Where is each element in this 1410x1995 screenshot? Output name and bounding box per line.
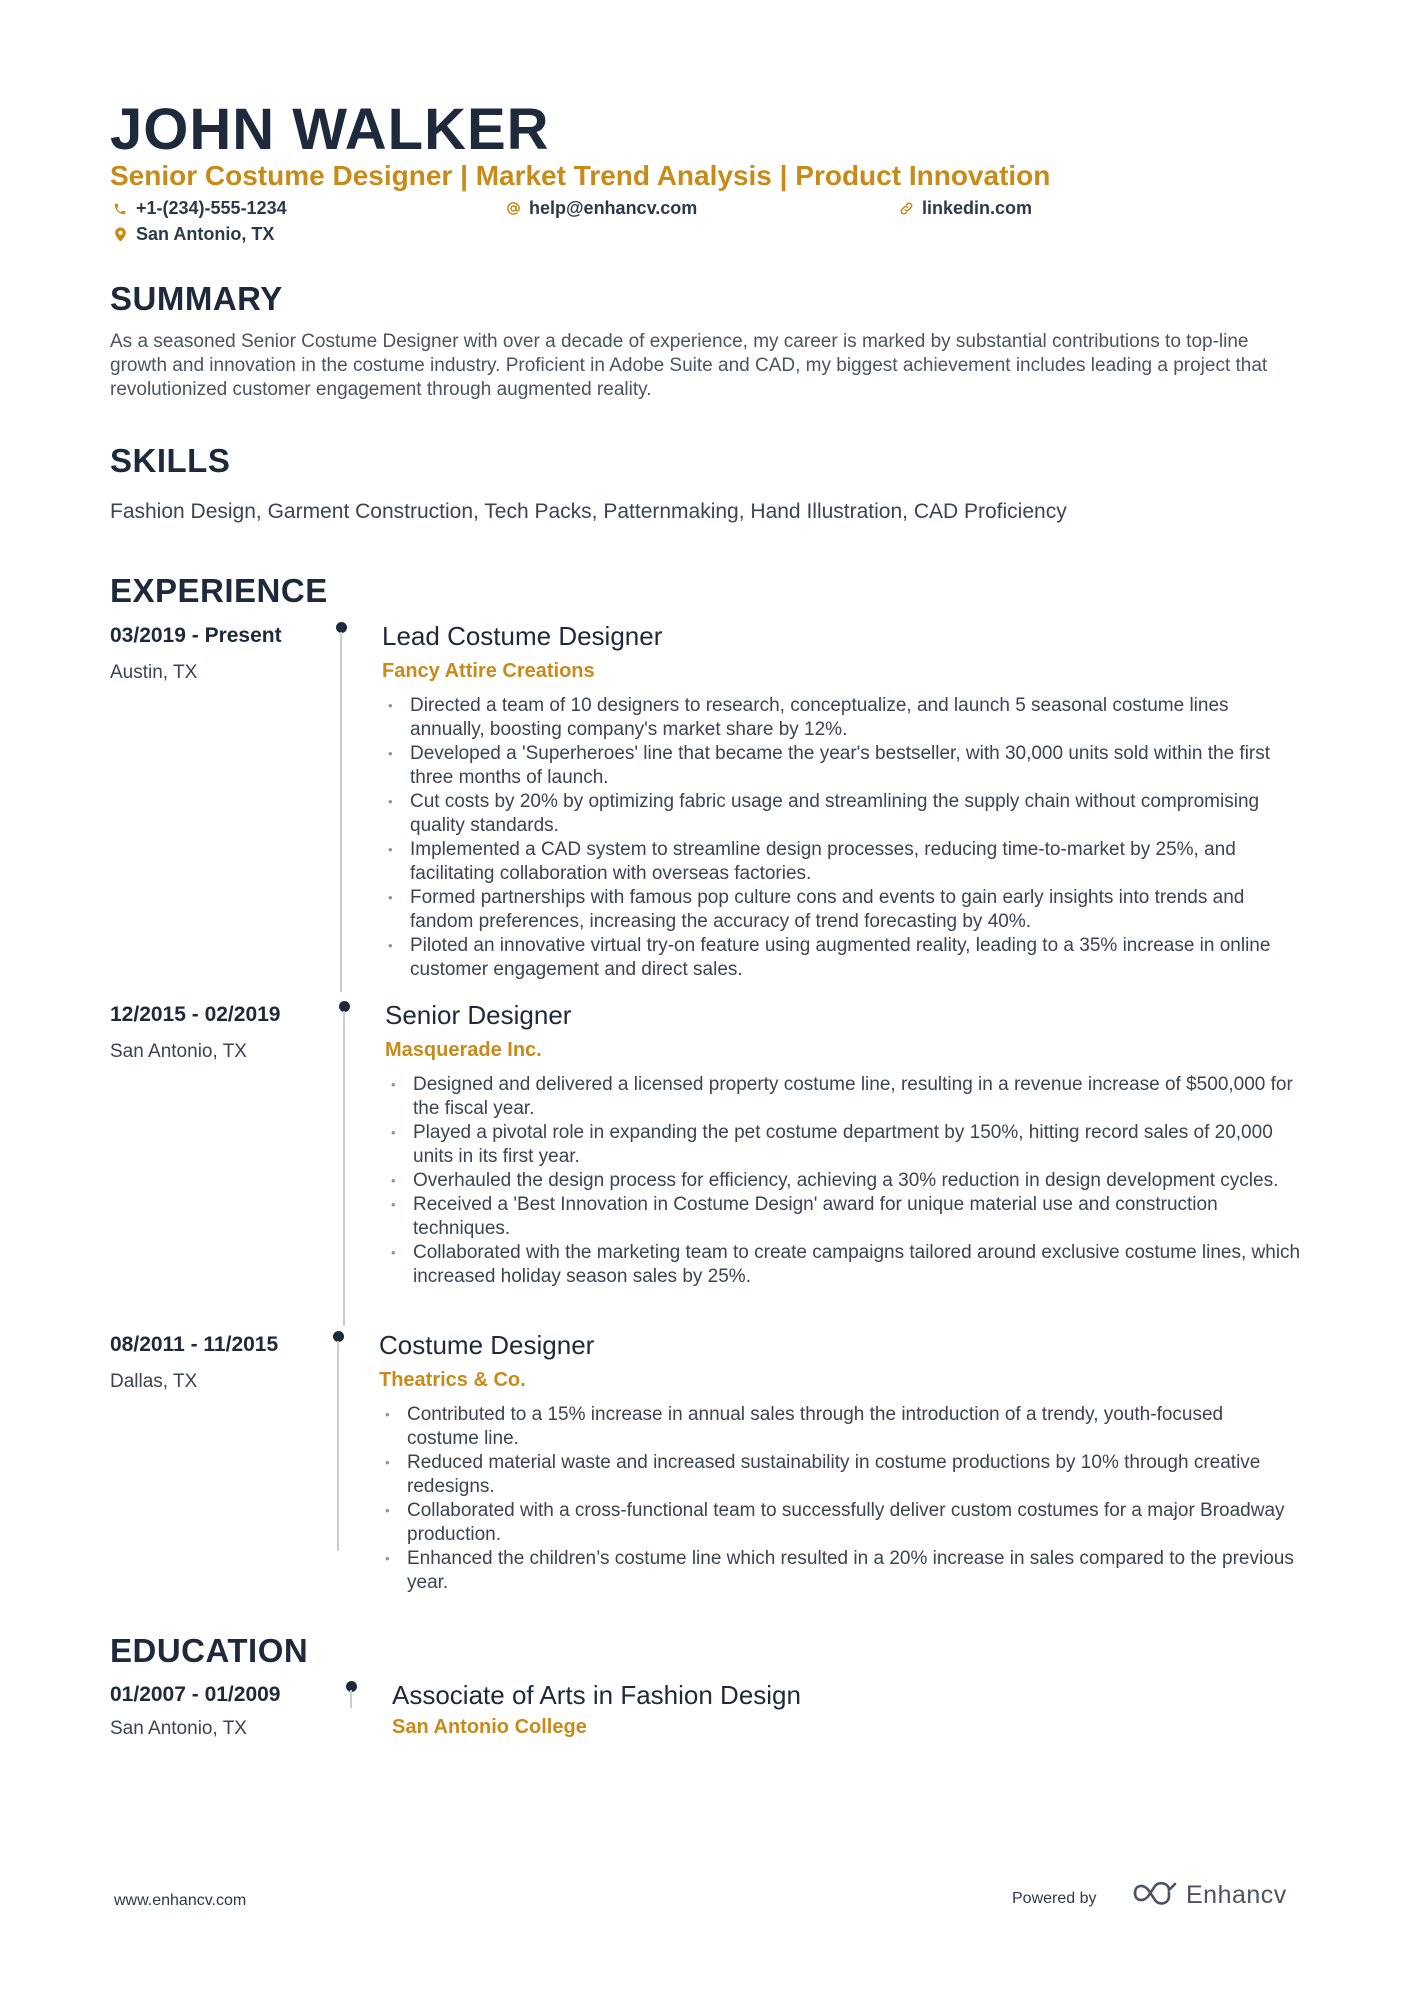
- candidate-name: JOHN WALKER: [110, 97, 550, 162]
- job-company: Theatrics & Co.: [379, 1369, 526, 1391]
- job-location: Dallas, TX: [110, 1371, 198, 1392]
- education-location: San Antonio, TX: [110, 1718, 247, 1739]
- enhancv-logo-icon: [1132, 1880, 1178, 1911]
- list-item: • Directed a team of 10 designers to research, conceptualize, and launch 5 seasonal costume lines annually, boosting company's market share by 12%.: [382, 694, 1302, 742]
- list-item: • Played a pivotal role in expanding the pet costume department by 150%, hitting record sales of 20,000 units in its first year.: [385, 1121, 1305, 1169]
- job-role: Costume Designer: [379, 1330, 595, 1360]
- job-company: Fancy Attire Creations: [382, 660, 595, 682]
- education-dates: 01/2007 - 01/2009: [110, 1683, 281, 1706]
- summary-text: As a seasoned Senior Costume Designer with over a decade of experience, my career is marked by substantial contributions to top-line growth and innovation in the costume industry. Proficient in Adobe Suite and CAD, my biggest achievement includes leading a project that revolutionized customer engagement through augmented reality.: [110, 331, 1268, 400]
- contact-location: [110, 224, 274, 245]
- list-item: • Contributed to a 15% increase in annual sales through the introduction of a trendy, youth-focused costume line.: [379, 1403, 1299, 1451]
- experience-title: EXPERIENCE: [110, 572, 328, 609]
- job-bullets: [385, 1073, 1305, 1289]
- job-bullets: [382, 694, 1302, 982]
- powered-by-label: Powered by: [1012, 1890, 1097, 1907]
- education-title: EDUCATION: [110, 1632, 309, 1669]
- timeline-line: [337, 1341, 339, 1551]
- skills-text: Fashion Design, Garment Construction, Tech Packs, Patternmaking, Hand Illustration, CAD Proficiency: [110, 500, 1067, 523]
- location-text: San Antonio, TX: [136, 224, 275, 244]
- timeline-line: [343, 1011, 345, 1326]
- list-item: • Designed and delivered a licensed property costume line, resulting in a revenue increase of $500,000 for the fiscal year.: [385, 1073, 1305, 1121]
- timeline-line: [350, 1690, 352, 1708]
- list-item: • Formed partnerships with famous pop culture cons and events to gain early insights into trends and fandom preferences, increasing the accuracy of trend forecasting by 40%.: [382, 886, 1302, 934]
- job-role: Senior Designer: [385, 1000, 572, 1030]
- phone-icon: [110, 199, 130, 219]
- contact-phone: [110, 198, 287, 219]
- list-item: • Piloted an innovative virtual try-on feature using augmented reality, leading to a 35% increase in online customer engagement and direct sales.: [382, 934, 1302, 982]
- enhancv-brand[interactable]: [1132, 1880, 1287, 1911]
- list-item: • Received a 'Best Innovation in Costume Design' award for unique material use and construction techniques.: [385, 1193, 1305, 1241]
- list-item: • Collaborated with a cross-functional team to successfully deliver custom costumes for a major Broadway production.: [379, 1499, 1299, 1547]
- job-dates: 12/2015 - 02/2019: [110, 1003, 281, 1026]
- at-icon: [503, 199, 523, 219]
- job-location: San Antonio, TX: [110, 1041, 247, 1062]
- job-dates: 08/2011 - 11/2015: [110, 1333, 279, 1356]
- phone-text: +1-(234)-555-1234: [136, 198, 287, 218]
- job-role: Lead Costume Designer: [382, 621, 663, 651]
- brand-name: Enhancv: [1186, 1881, 1287, 1909]
- list-item: • Developed a 'Superheroes' line that became the year's bestseller, with 30,000 units sold within the first three months of launch.: [382, 742, 1302, 790]
- skills-title: SKILLS: [110, 442, 231, 479]
- education-school: San Antonio College: [392, 1716, 587, 1738]
- footer-url[interactable]: www.enhancv.com: [114, 1892, 247, 1909]
- list-item: • Collaborated with the marketing team to create campaigns tailored around exclusive costume lines, which increased holiday season sales by 25%.: [385, 1241, 1305, 1289]
- list-item: • Implemented a CAD system to streamline design processes, reducing time-to-market by 25%, and facilitating collaboration with overseas factories.: [382, 838, 1302, 886]
- summary-title: SUMMARY: [110, 280, 283, 317]
- linkedin-text[interactable]: linkedin.com: [922, 198, 1033, 218]
- email-text[interactable]: help@enhancv.com: [529, 198, 698, 218]
- contact-linkedin[interactable]: [896, 198, 1032, 219]
- job-bullets: [379, 1403, 1299, 1595]
- list-item: • Overhauled the design process for efficiency, achieving a 30% reduction in design development cycles.: [385, 1169, 1305, 1193]
- list-item: • Enhanced the children’s costume line which resulted in a 20% increase in sales compared to the previous year.: [379, 1547, 1299, 1595]
- headline: Senior Costume Designer | Market Trend Analysis | Product Innovation: [110, 160, 1051, 191]
- timeline-line: [340, 632, 342, 992]
- job-dates: 03/2019 - Present: [110, 624, 282, 647]
- location-pin-icon: [110, 225, 130, 245]
- education-degree: Associate of Arts in Fashion Design: [392, 1680, 801, 1710]
- job-location: Austin, TX: [110, 662, 198, 683]
- link-icon: [896, 199, 916, 219]
- list-item: • Cut costs by 20% by optimizing fabric usage and streamlining the supply chain without compromising quality standards.: [382, 790, 1302, 838]
- contact-email[interactable]: [503, 198, 697, 219]
- list-item: • Reduced material waste and increased sustainability in costume productions by 10% through creative redesigns.: [379, 1451, 1299, 1499]
- job-company: Masquerade Inc.: [385, 1039, 542, 1061]
